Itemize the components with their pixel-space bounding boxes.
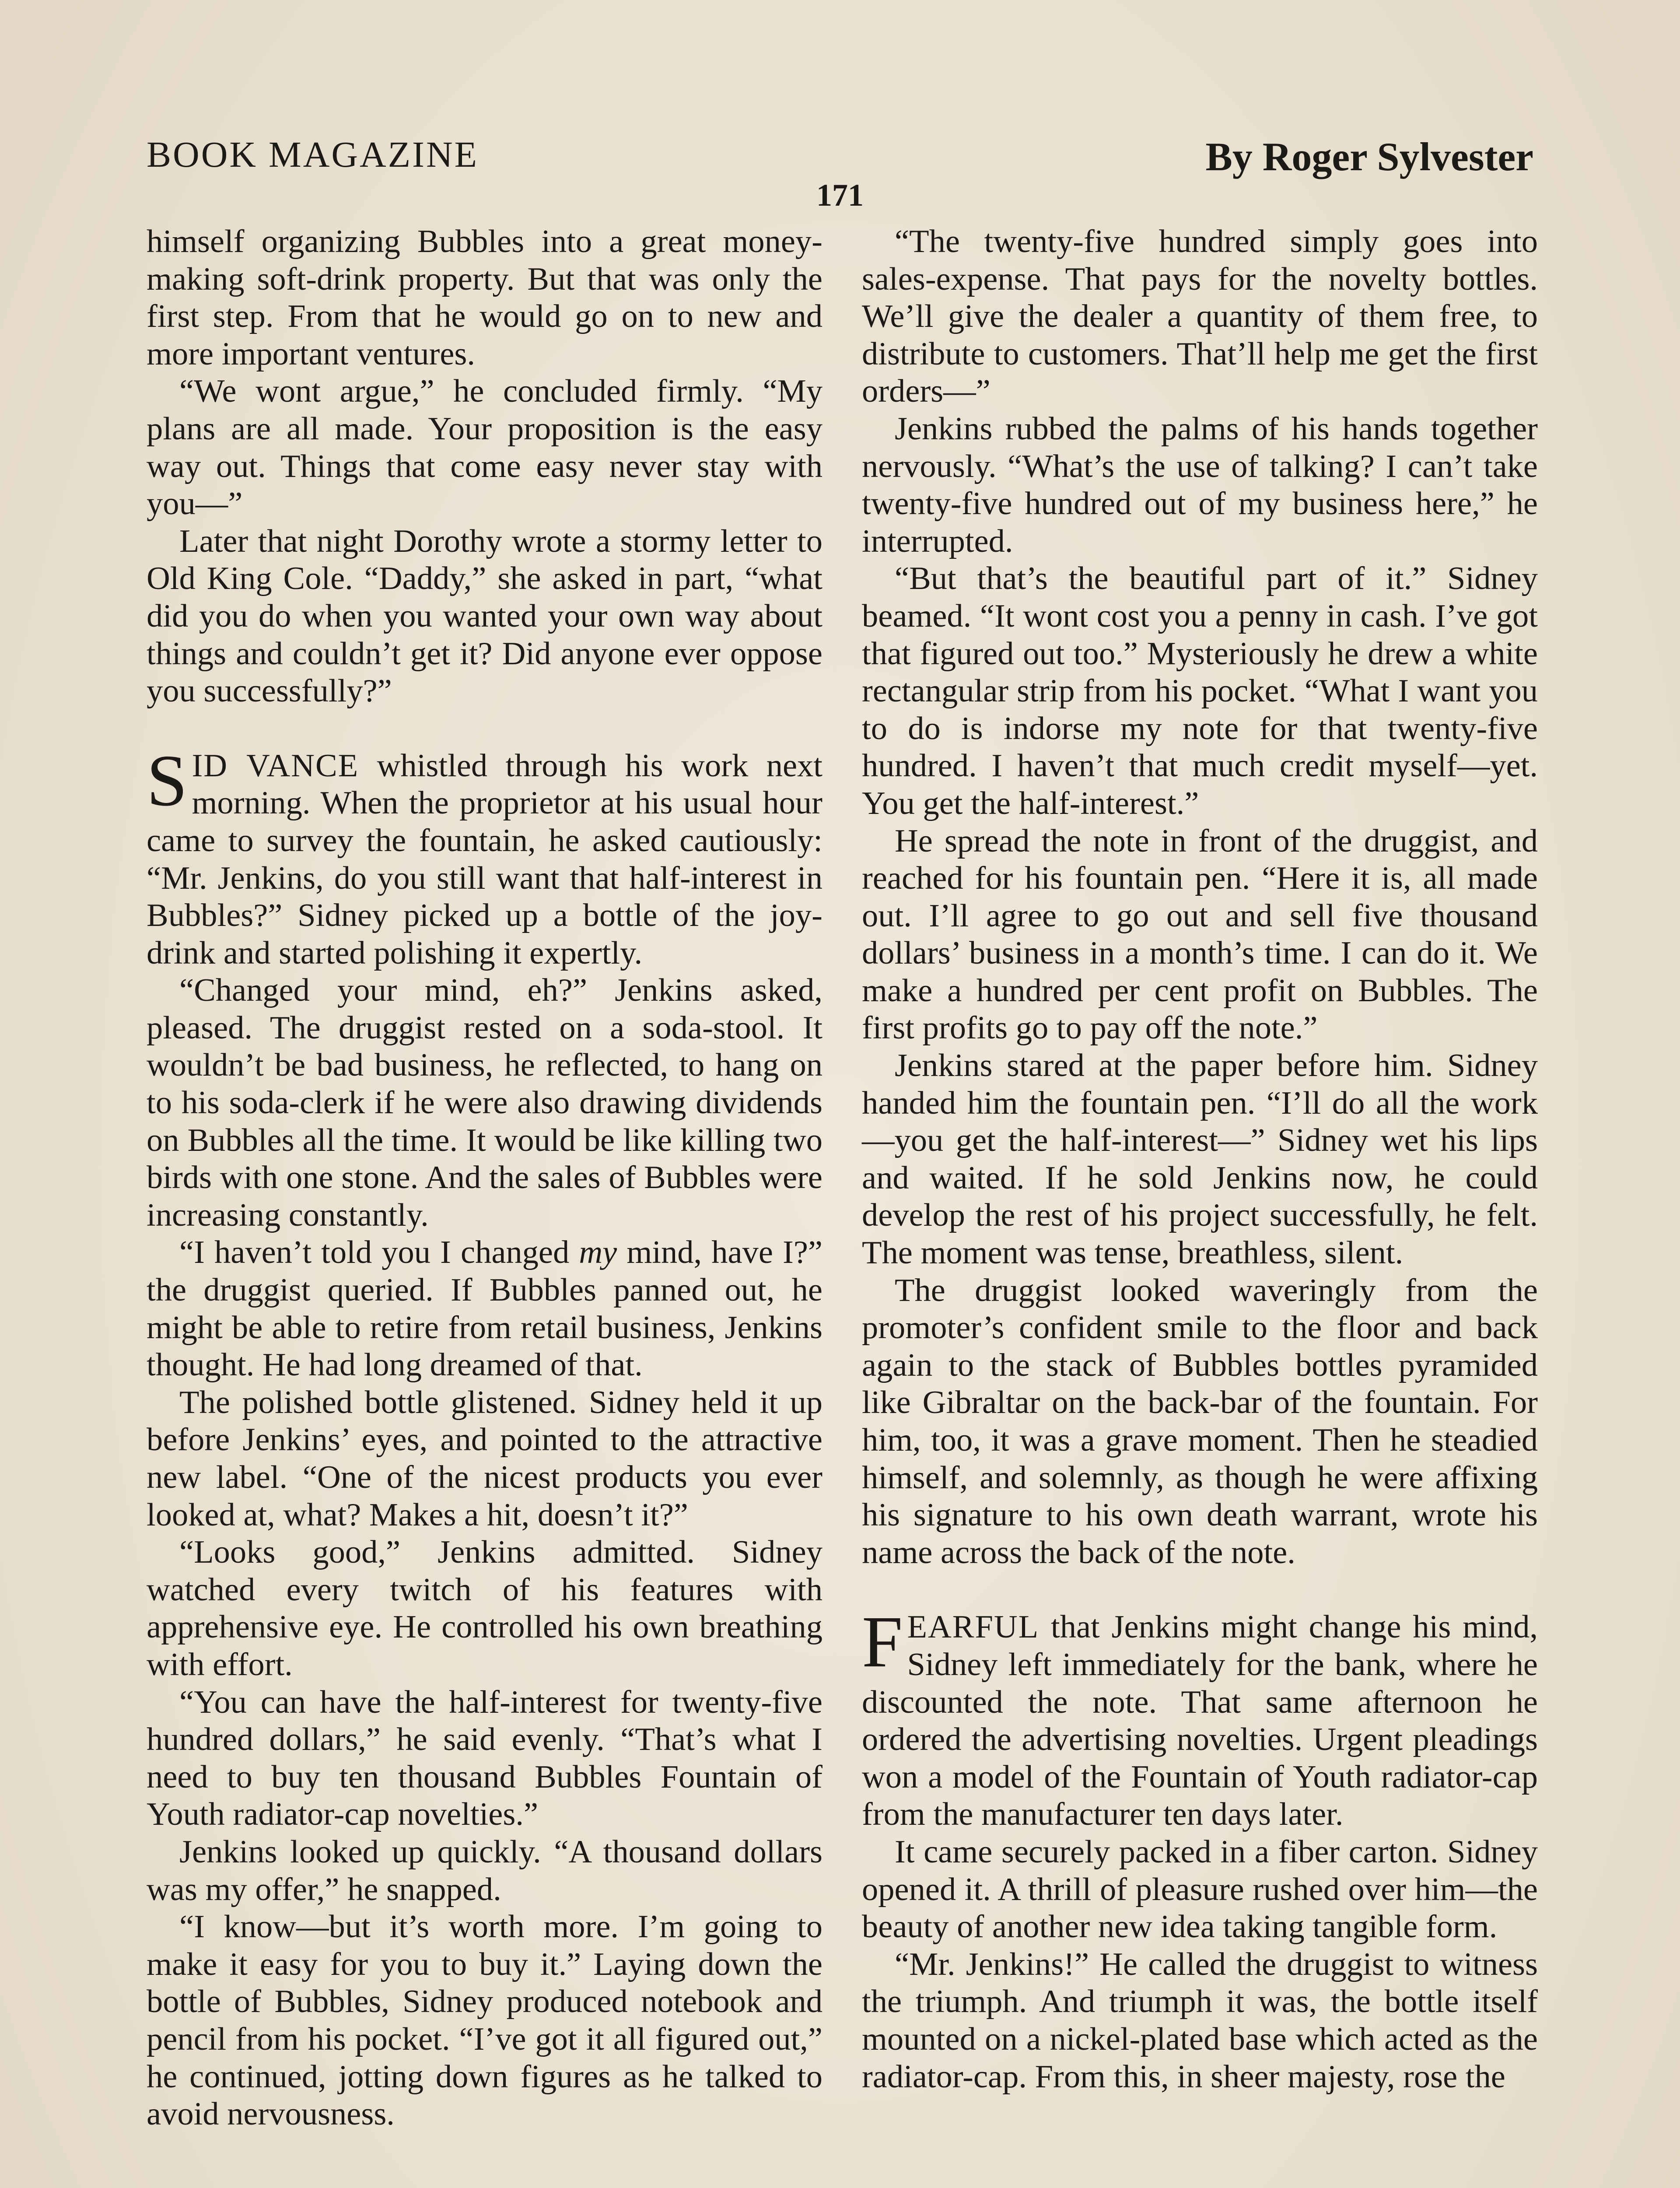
author-byline: By Roger Sylvester: [1205, 134, 1533, 179]
emphasis-text: my: [579, 1234, 617, 1271]
paragraph-text: mind, have I?” the druggist queried. If Bubbles panned out, he might be able to retire from retail business, Jenkins thought. He had long dreamed of that.: [147, 1234, 822, 1383]
paragraph: “But that’s the beautiful part of it.” Sidney beamed. “It wont cost you a penny in cash. I’ve got that figured out too.” Mysteriously he drew a white rectangular strip from his pocket. “What I want you to do is indorse my note for that twenty-five hundred. I haven’t that much credit myself—yet. You get the half-interest.”: [862, 561, 1538, 821]
paragraph: “I know—but it’s worth more. I’m going to make it easy for you to buy it.” Laying down the bottle of Bubbles, Sidney produced notebook and pencil from his pocket. “I’ve got it all figured out,” he continued, jotting down figures as he talked to avoid nervousness.: [147, 1909, 822, 2132]
paragraph: “We wont argue,” he concluded firmly. “My plans are all made. Your proposition is the easy way out. Things that come easy never stay with you—”: [147, 373, 822, 522]
paragraph: Later that night Dorothy wrote a stormy letter to Old King Cole. “Daddy,” she asked in part, “what did you do when you wanted your own way about things and couldn’t get it? Did anyone ever oppose you successfully?”: [147, 523, 822, 709]
paragraph: “You can have the half-interest for twenty-five hundred dollars,” he said evenly. “That’s what I need to buy ten thousand Bubbles Fountain of Youth radiator-cap novelties.”: [147, 1684, 822, 1833]
drop-cap: S: [147, 740, 188, 821]
paragraph: Jenkins looked up quickly. “A thousand dollars was my offer,” he snapped.: [147, 1834, 822, 1907]
left-column: [147, 223, 822, 2133]
paragraph-text: whistled through his work next morning. When the proprietor at his usual hour came to survey the fountain, he asked cautiously: “Mr. Jenkins, do you still want that half-interest in Bubbles?” Sidney picked up a bottle of the joy-drink and started polishing it expertly.: [147, 747, 823, 971]
lead-in-text: ID VANCE: [192, 747, 359, 784]
paragraph: “Mr. Jenkins!” He called the druggist to witness the triumph. And triumph it was, the bottle itself mounted on a nickel-plated base which acted as the radiator-cap. From this, in sheer majesty, rose the: [862, 1946, 1538, 2095]
magazine-title: BOOK MAGAZINE: [147, 134, 479, 175]
section-opening-paragraph: [862, 1601, 1538, 1834]
lead-in-text: EARFUL: [907, 1609, 1040, 1645]
paragraph: “The twenty-five hundred simply goes into sales-expense. That pays for the novelty bottles. We’ll give the dealer a quantity of them free, to distribute to customers. That’ll help me get the first orders—”: [862, 224, 1538, 410]
page-number: 171: [816, 178, 864, 213]
paragraph: It came securely packed in a fiber carton. Sidney opened it. A thrill of pleasure rushed over him—the beauty of another new idea taking tangible form.: [862, 1834, 1538, 1945]
section-opening-paragraph: [147, 740, 823, 972]
drop-cap: F: [862, 1601, 903, 1683]
paragraph-text: “I haven’t told you I changed: [179, 1234, 579, 1271]
paragraph: himself organizing Bubbles into a great money-making soft-drink property. But that was only the first step. From that he would go on to new and more important ventures.: [147, 224, 822, 372]
paragraph: Jenkins stared at the paper before him. Sidney handed him the fountain pen. “I’ll do all the work—you get the half-interest—” Sidney wet his lips and waited. If he sold Jenkins now, he could develop the rest of his project successfully, he felt. The moment was tense, breathless, silent.: [862, 1048, 1538, 1271]
right-column: [862, 223, 1538, 2096]
paragraph: The polished bottle glistened. Sidney held it up before Jenkins’ eyes, and pointed to the attractive new label. “One of the nicest products you ever looked at, what? Makes a hit, doesn’t it?”: [147, 1384, 822, 1533]
paragraph-text: that Jenkins might change his mind, Sidney left immediately for the bank, where he discounted the note. That same afternoon he ordered the advertising novelties. Urgent pleadings won a model of the Fountain of Youth radiator-cap from the manufacturer ten days later.: [862, 1609, 1538, 1833]
paragraph: The druggist looked waveringly from the promoter’s confident smile to the floor and back again to the stack of Bubbles bottles pyramided like Gibraltar on the back-bar of the fountain. For him, too, it was a grave moment. Then he steadied himself, and solemnly, as though he were affixing his signature to his own death warrant, wrote his name across the back of the note.: [862, 1272, 1538, 1571]
paragraph: Jenkins rubbed the palms of his hands together nervously. “What’s the use of talking? I can’t take twenty-five hundred out of my business here,” he interrupted.: [862, 410, 1538, 559]
paragraph: [147, 1234, 822, 1384]
paragraph: “Changed your mind, eh?” Jenkins asked, pleased. The druggist rested on a soda-stool. It wouldn’t be bad business, he reflected, to hang on to his soda-clerk if he were also drawing dividends on Bubbles all the time. It would be like killing two birds with one stone. And the sales of Bubbles were increasing constantly.: [147, 972, 822, 1233]
paragraph: He spread the note in front of the druggist, and reached for his fountain pen. “Here it is, all made out. I’ll agree to go out and sell five thousand dollars’ business in a month’s time. I can do it. We make a hundred per cent profit on Bubbles. The first profits go to pay off the note.”: [862, 823, 1538, 1046]
paragraph: “Looks good,” Jenkins admitted. Sidney watched every twitch of his features with apprehensive eye. He controlled his own breathing with effort.: [147, 1534, 822, 1683]
